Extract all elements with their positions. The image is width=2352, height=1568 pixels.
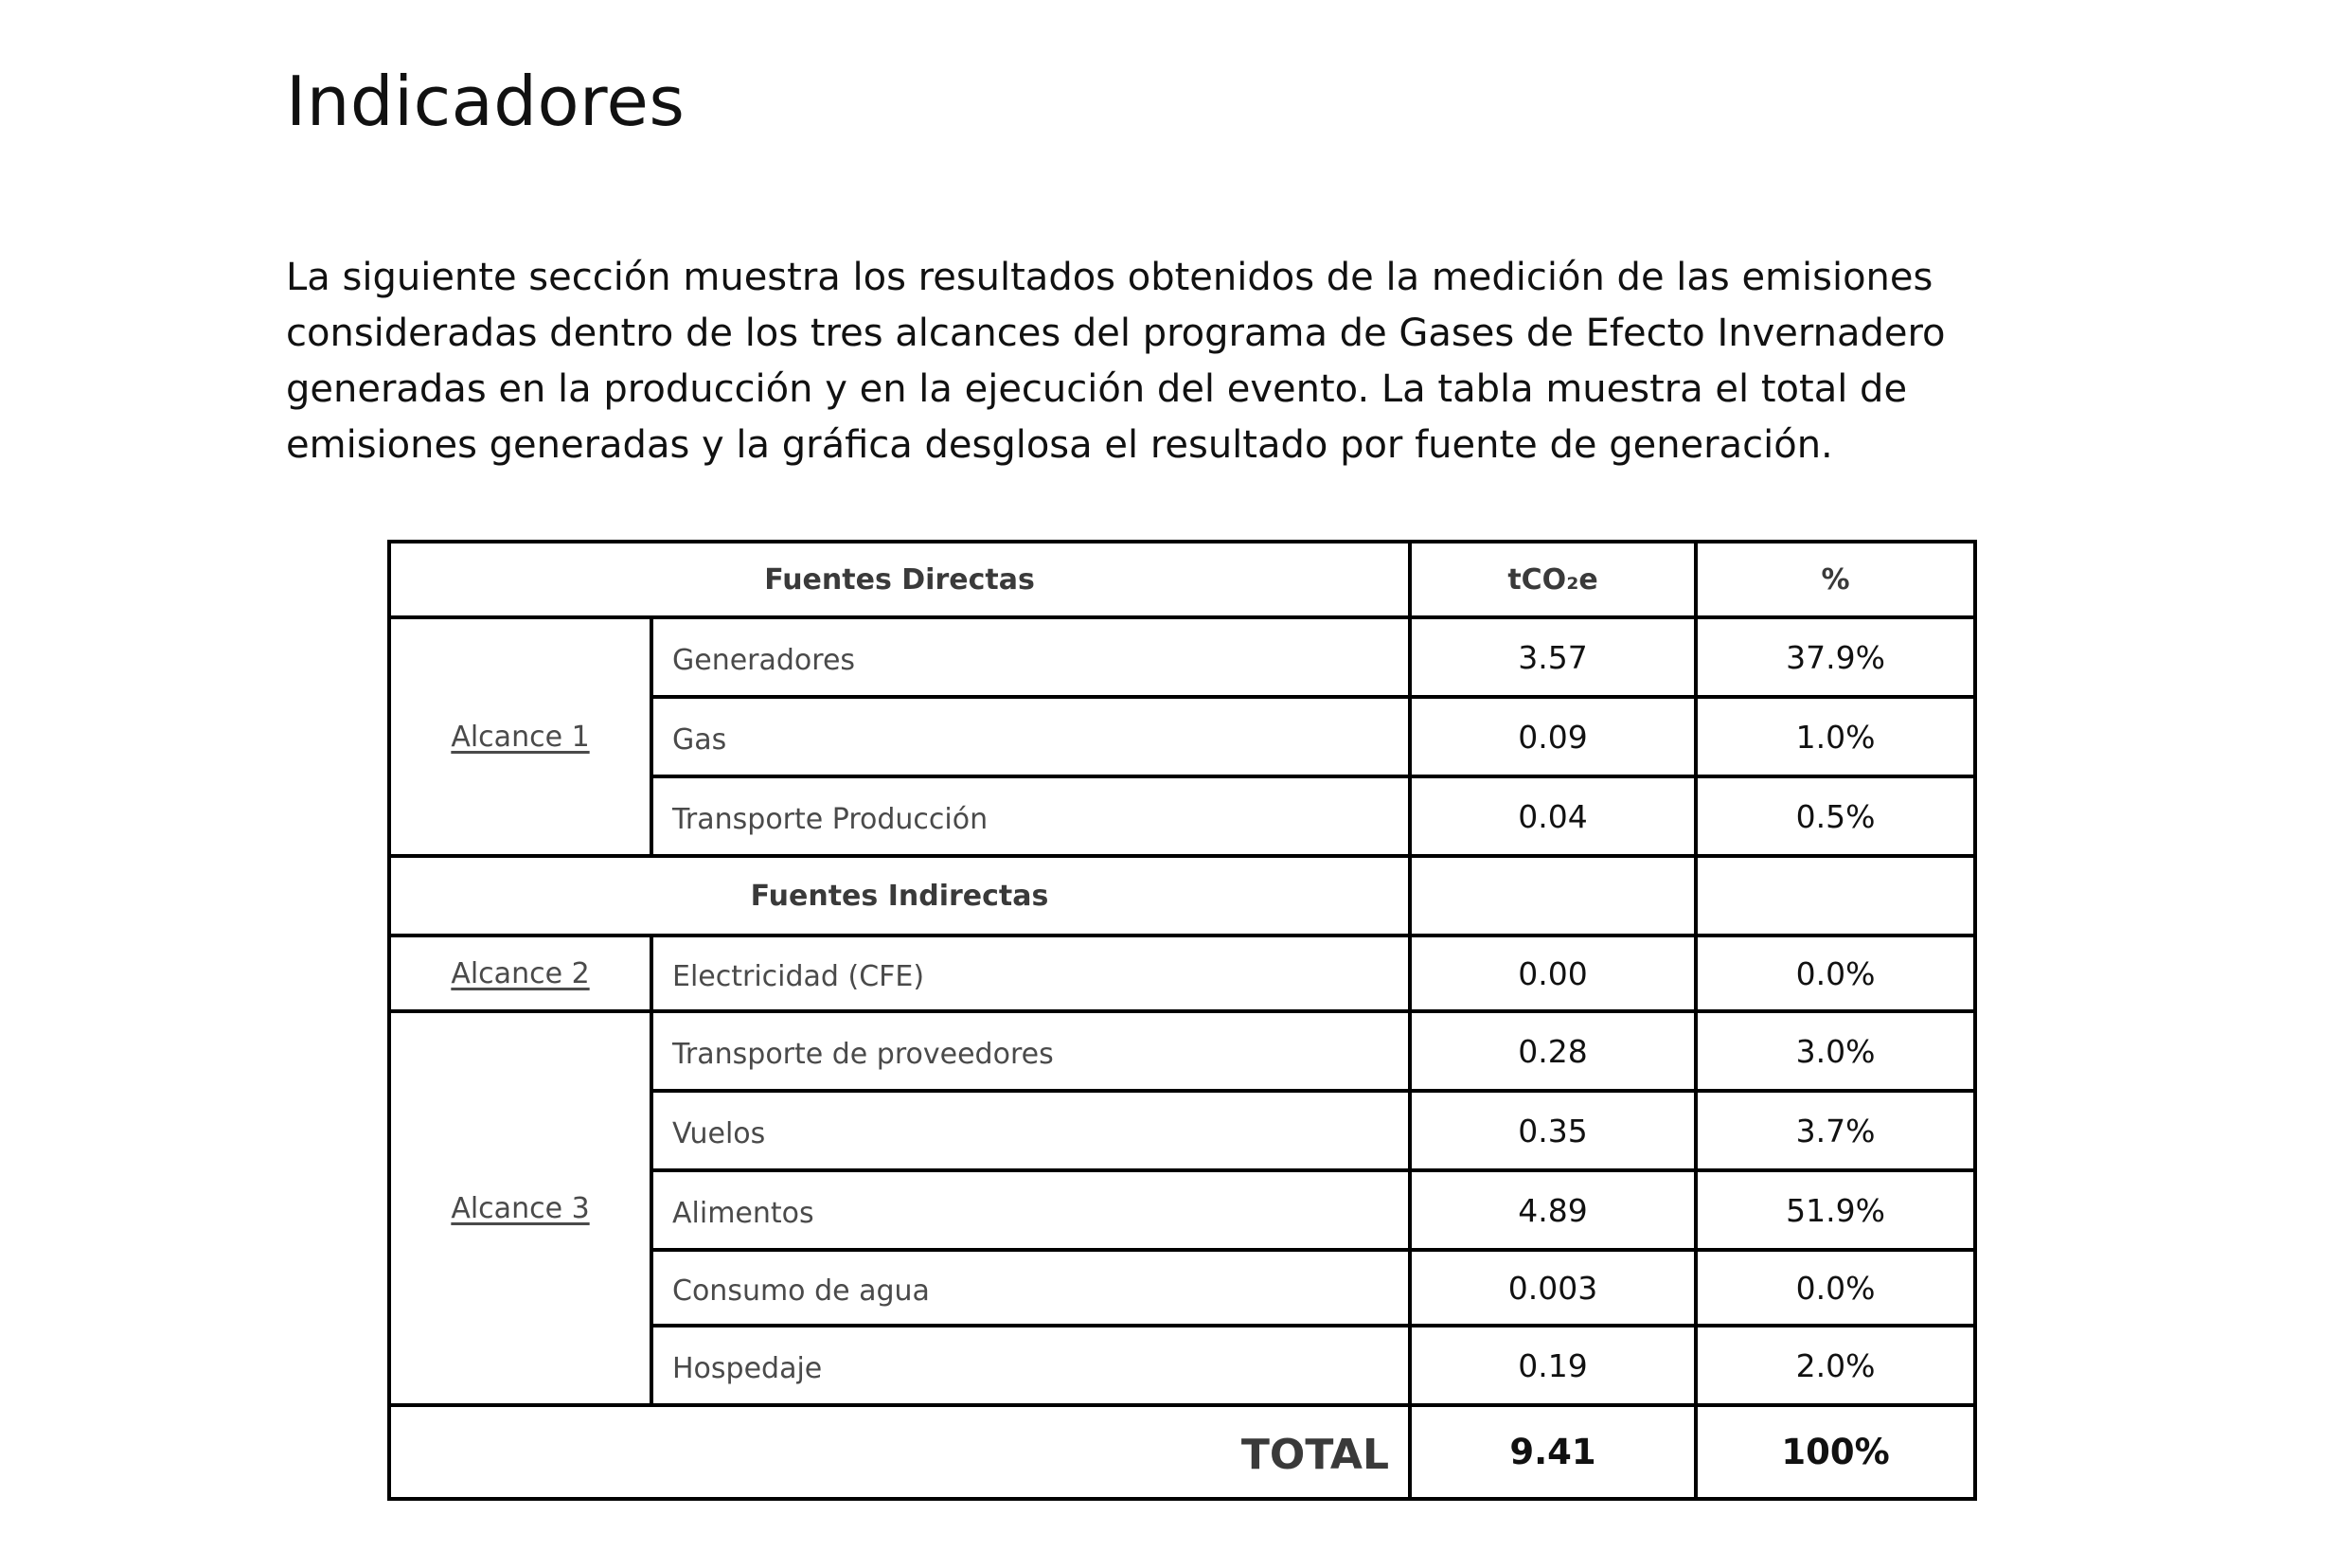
value-cell: 0.19 bbox=[1410, 1326, 1696, 1405]
source-cell: Consumo de agua bbox=[651, 1250, 1410, 1326]
value-cell: 0.003 bbox=[1410, 1250, 1696, 1326]
value-cell: 0.35 bbox=[1410, 1091, 1696, 1170]
direct-sources-header: Fuentes Directas bbox=[389, 542, 1410, 617]
alcance-3-label: Alcance 3 bbox=[389, 1011, 651, 1405]
table-row bbox=[389, 935, 1975, 1011]
source-cell: Hospedaje bbox=[651, 1326, 1410, 1405]
source-cell: Electricidad (CFE) bbox=[651, 935, 1410, 1011]
percent-cell: 0.0% bbox=[1696, 1250, 1975, 1326]
total-row bbox=[389, 1405, 1975, 1499]
percent-cell: 3.7% bbox=[1696, 1091, 1975, 1170]
value-cell: 0.04 bbox=[1410, 776, 1696, 856]
value-cell: 3.57 bbox=[1410, 617, 1696, 697]
table-row bbox=[389, 617, 1975, 697]
indirect-sources-header: Fuentes Indirectas bbox=[389, 856, 1410, 935]
emissions-table bbox=[387, 540, 1977, 1501]
intro-paragraph: La siguiente sección muestra los resultados obtenidos de la medición de las emisiones consideradas dentro de los tres alcances del programa de Gases de Efecto Invernadero generadas en la producción y en la ejecución del evento. La tabla muestra el total de emisiones generadas y la gráfica desglosa el resultado por fuente de generación. bbox=[286, 256, 1946, 467]
empty-cell bbox=[1410, 856, 1696, 935]
percent-cell: 1.0% bbox=[1696, 697, 1975, 776]
value-column-header: tCO₂e bbox=[1410, 542, 1696, 617]
source-cell: Transporte de proveedores bbox=[651, 1011, 1410, 1091]
percent-cell: 0.5% bbox=[1696, 776, 1975, 856]
table-header-row bbox=[389, 542, 1975, 617]
source-cell: Transporte Producción bbox=[651, 776, 1410, 856]
table-row bbox=[389, 1011, 1975, 1091]
alcance-2-label: Alcance 2 bbox=[389, 935, 651, 1011]
source-cell: Alimentos bbox=[651, 1170, 1410, 1250]
value-cell: 0.28 bbox=[1410, 1011, 1696, 1091]
empty-cell bbox=[1696, 856, 1975, 935]
percent-cell: 37.9% bbox=[1696, 617, 1975, 697]
value-cell: 0.09 bbox=[1410, 697, 1696, 776]
page-title: Indicadores bbox=[286, 62, 686, 141]
alcance-1-label: Alcance 1 bbox=[389, 617, 651, 856]
total-label: TOTAL bbox=[389, 1405, 1410, 1499]
percent-cell: 3.0% bbox=[1696, 1011, 1975, 1091]
percent-cell: 2.0% bbox=[1696, 1326, 1975, 1405]
value-cell: 4.89 bbox=[1410, 1170, 1696, 1250]
source-cell: Gas bbox=[651, 697, 1410, 776]
source-cell: Vuelos bbox=[651, 1091, 1410, 1170]
value-cell: 0.00 bbox=[1410, 935, 1696, 1011]
total-percent: 100% bbox=[1696, 1405, 1975, 1499]
percent-cell: 0.0% bbox=[1696, 935, 1975, 1011]
total-value: 9.41 bbox=[1410, 1405, 1696, 1499]
percent-cell: 51.9% bbox=[1696, 1170, 1975, 1250]
percent-column-header: % bbox=[1696, 542, 1975, 617]
source-cell: Generadores bbox=[651, 617, 1410, 697]
indirect-sources-row bbox=[389, 856, 1975, 935]
